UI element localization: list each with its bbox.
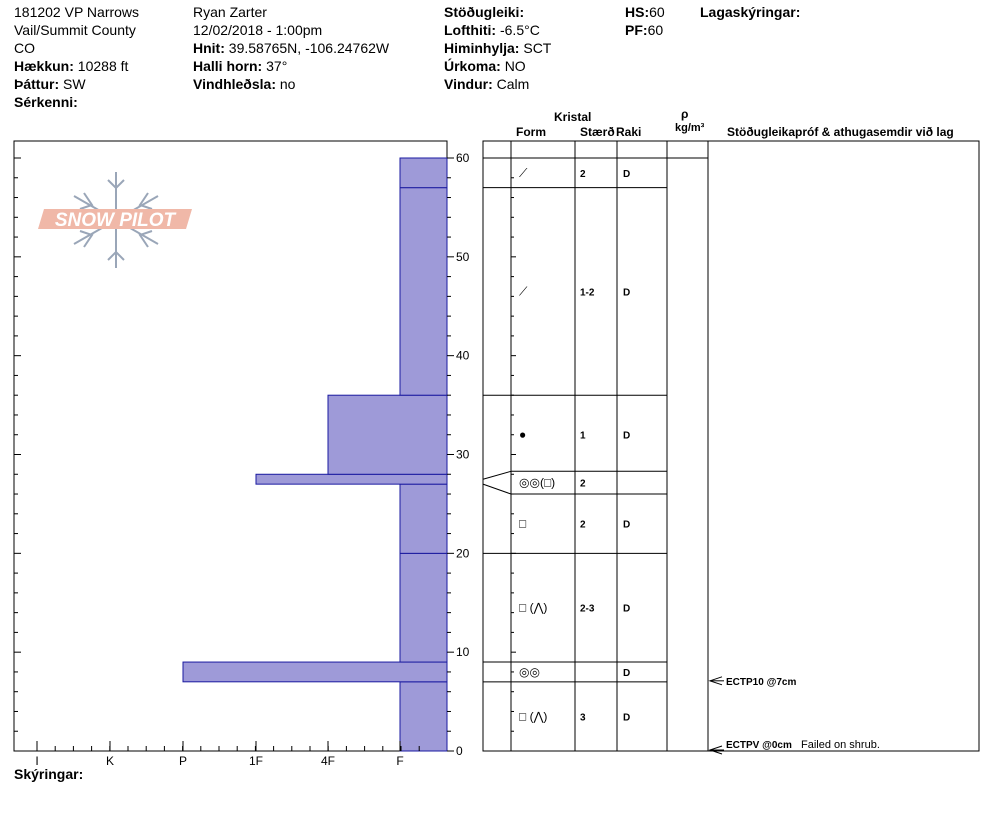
crystal-size: 2-3: [580, 603, 595, 615]
sky-value: SCT: [523, 40, 552, 56]
wind-loading-label: Vindhleðsla:: [193, 76, 276, 92]
stability-label: Stöðugleiki:: [444, 4, 525, 20]
layer-table: [483, 141, 979, 754]
crystal-size: 2: [580, 168, 586, 180]
pf-label: PF:: [625, 22, 648, 38]
density-rho-header: ρ: [681, 107, 689, 121]
coordinates-value: 39.58765N, -106.24762W: [228, 40, 390, 56]
y-tick-label: 0: [456, 744, 463, 758]
crystal-form-symbol: ●: [519, 427, 527, 442]
moisture-code: D: [623, 430, 631, 442]
sky-label: Himinhylja:: [444, 40, 520, 56]
hardness-bar: [400, 682, 447, 751]
stability-tests-header: Stöðugleikapróf & athugasemdir við lag: [727, 125, 954, 139]
moisture-code: D: [623, 519, 631, 531]
pf-value: 60: [647, 22, 664, 38]
coordinates-label: Hnit:: [193, 40, 225, 56]
moisture-code: D: [623, 667, 631, 679]
crystal-size: 1-2: [580, 287, 595, 299]
slope-value: 37°: [266, 58, 288, 74]
x-tick-label: K: [105, 754, 115, 768]
x-tick-label: 1F: [248, 754, 264, 768]
form-header: Form: [516, 125, 546, 139]
x-tick-label: P: [178, 754, 188, 768]
features-label: Sérkenni:: [14, 94, 78, 110]
notes-label: Skýringar:: [14, 766, 84, 782]
crystal-size: 2: [580, 478, 586, 490]
crystal-size: 3: [580, 712, 586, 724]
air-temp-label: Lofthiti:: [444, 22, 497, 38]
layer-notes-label: Lagaskýringar:: [700, 4, 801, 20]
size-header: Stærð: [580, 125, 615, 139]
hardness-bar: [183, 662, 447, 682]
logo-text: SNOW PILOT: [54, 210, 176, 231]
hardness-bar: [400, 158, 447, 188]
hardness-bar: [400, 484, 447, 553]
density-unit-header: kg/m³: [675, 122, 705, 134]
observer-name: Ryan Zarter: [193, 4, 267, 20]
wind-label: Vindur:: [444, 76, 493, 92]
crystal-form-symbol: ⟋: [519, 284, 528, 299]
hardness-bar: [328, 395, 447, 474]
stability-test-comment: Failed on shrub.: [801, 739, 880, 751]
moisture-code: D: [623, 603, 631, 615]
crystal-form-symbol: □ (⋀): [519, 709, 548, 724]
hardness-chart: [14, 141, 470, 768]
moisture-code: D: [623, 287, 631, 299]
y-tick-label: 60: [456, 151, 470, 165]
stability-test-label: ECTP10 @7cm: [726, 676, 797, 688]
aspect-label: Þáttur:: [14, 76, 60, 92]
crystal-form-symbol: □ (⋀): [519, 600, 548, 615]
moisture-code: D: [623, 712, 631, 724]
stability-test-label: ECTPV @0cm: [726, 740, 792, 751]
hardness-bar: [256, 474, 447, 484]
hardness-bar: [400, 188, 447, 396]
table-frame: [483, 141, 979, 751]
hardness-bar: [400, 553, 447, 662]
aspect-value: SW: [63, 76, 86, 92]
wind-value: Calm: [496, 76, 530, 92]
x-tick-label: I: [35, 754, 39, 768]
y-tick-label: 30: [456, 447, 470, 462]
y-tick-label: 50: [456, 249, 470, 264]
site-name: 181202 VP Narrows: [14, 4, 140, 20]
precip-label: Úrkoma:: [444, 58, 501, 74]
layer-connector: [483, 484, 511, 494]
air-temp-value: -6.5°C: [499, 22, 540, 38]
y-tick-label: 20: [456, 546, 470, 561]
precip-value: NO: [504, 58, 526, 74]
x-tick-label: F: [396, 754, 404, 768]
elevation-value: 10288 ft: [77, 58, 129, 74]
crystal-form-symbol: □: [519, 516, 527, 531]
hs-label: HS:: [625, 4, 650, 20]
slope-label: Halli horn:: [193, 58, 263, 74]
crystal-form-symbol: ◎◎: [519, 664, 540, 679]
elevation-label: Hækkun:: [14, 58, 74, 74]
crystal-form-symbol: ◎◎(□): [519, 475, 556, 490]
wind-loading-value: no: [279, 76, 296, 92]
crystal-form-symbol: ⟋: [519, 165, 528, 180]
site-state: CO: [14, 40, 35, 56]
moisture-header: Raki: [616, 125, 642, 139]
y-tick-label: 40: [456, 348, 470, 363]
crystal-size: 1: [580, 430, 586, 442]
x-tick-label: 4F: [320, 754, 336, 768]
moisture-code: D: [623, 168, 631, 180]
layer-connector: [483, 471, 511, 479]
crystal-size: 2: [580, 519, 586, 531]
observation-datetime: 12/02/2018 - 1:00pm: [193, 22, 323, 38]
snowpilot-logo: [38, 172, 192, 268]
y-tick-label: 10: [456, 645, 470, 660]
hs-value: 60: [649, 4, 665, 20]
site-region: Vail/Summit County: [14, 22, 136, 38]
crystal-header: Kristal: [554, 110, 592, 124]
